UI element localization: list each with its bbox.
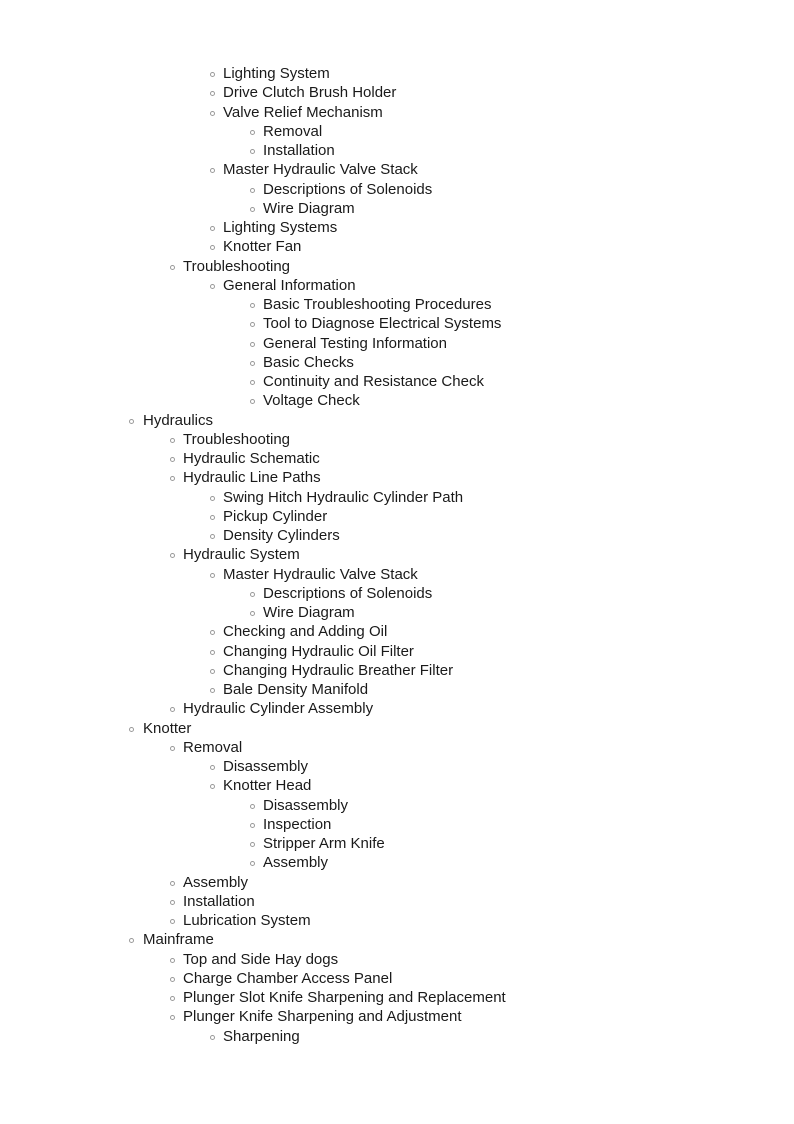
bullet-icon: [250, 380, 255, 385]
bullet-icon: [170, 746, 175, 751]
toc-item[interactable]: [0, 180, 794, 199]
bullet-icon: [170, 919, 175, 924]
toc-item[interactable]: [0, 1007, 794, 1026]
toc-item-label: Drive Clutch Brush Holder: [223, 84, 397, 102]
toc-item-label: Hydraulic System: [183, 546, 300, 564]
toc-item[interactable]: [0, 237, 794, 256]
toc-item[interactable]: [0, 199, 794, 218]
toc-item[interactable]: [0, 141, 794, 160]
toc-item-label: Valve Relief Mechanism: [223, 103, 383, 121]
toc-item[interactable]: [0, 911, 794, 930]
toc-item[interactable]: [0, 853, 794, 872]
toc-item[interactable]: [0, 796, 794, 815]
toc-item-label: Bale Density Manifold: [223, 681, 369, 698]
toc-item-label: Disassembly: [223, 758, 309, 775]
toc-item[interactable]: [0, 622, 794, 641]
toc-item-label: Removal: [263, 122, 323, 140]
toc-item[interactable]: [0, 815, 794, 834]
toc-item[interactable]: [0, 430, 794, 449]
bullet-icon: [250, 399, 255, 404]
bullet-icon: [210, 669, 215, 674]
toc-item-label: General Information: [223, 276, 356, 294]
toc-item-label: Basic Checks: [263, 353, 354, 371]
toc-item-label: Plunger Knife Sharpening and Adjustment: [183, 1008, 462, 1026]
bullet-icon: [210, 515, 215, 520]
toc-item-label: Tool to Diagnose Electrical Systems: [263, 315, 502, 333]
bullet-icon: [129, 938, 134, 943]
toc-item[interactable]: [0, 391, 794, 410]
toc-item-label: Changing Hydraulic Breather Filter: [223, 661, 454, 679]
bullet-icon: [210, 630, 215, 635]
toc-item[interactable]: [0, 930, 794, 949]
bullet-icon: [210, 284, 215, 289]
toc-item-label: General Testing Information: [263, 334, 447, 352]
toc-item[interactable]: [0, 545, 794, 564]
toc-item[interactable]: [0, 892, 794, 911]
toc-item[interactable]: [0, 122, 794, 141]
toc-item[interactable]: [0, 488, 794, 507]
bullet-icon: [170, 958, 175, 963]
toc-item[interactable]: [0, 776, 794, 795]
bullet-icon: [170, 900, 175, 905]
toc-item-label: Disassembly: [263, 796, 349, 814]
toc-item[interactable]: [0, 295, 794, 314]
toc-item-label: Continuity and Resistance Check: [263, 373, 484, 390]
bullet-icon: [170, 476, 175, 481]
toc-item[interactable]: [0, 950, 794, 969]
toc-item[interactable]: [0, 218, 794, 237]
toc-item-label: Wire Diagram: [263, 199, 355, 217]
toc-item-label: Inspection: [263, 815, 332, 833]
bullet-icon: [210, 496, 215, 501]
bullet-icon: [210, 168, 215, 173]
toc-item-label: Descriptions of Solenoids: [263, 180, 433, 198]
bullet-icon: [250, 823, 255, 828]
toc-item[interactable]: [0, 603, 794, 622]
bullet-icon: [210, 72, 215, 77]
bullet-icon: [170, 996, 175, 1001]
toc-item-label: Checking and Adding Oil: [223, 623, 388, 641]
toc-item-label: Lubrication System: [183, 912, 311, 929]
toc-item-label: Knotter Fan: [223, 238, 302, 256]
bullet-icon: [250, 361, 255, 366]
toc-item-label: Descriptions of Solenoids: [263, 584, 433, 602]
toc-item-label: Lighting Systems: [223, 219, 338, 236]
toc-item-label: Top and Side Hay dogs: [183, 950, 339, 968]
toc-item-label: Hydraulics: [143, 411, 214, 429]
toc-item-label: Hydraulic Schematic: [183, 450, 320, 467]
bullet-icon: [250, 592, 255, 597]
toc-item[interactable]: [0, 584, 794, 603]
toc-item[interactable]: [0, 699, 794, 718]
toc-item-label: Wire Diagram: [263, 604, 355, 621]
toc-item-label: Swing Hitch Hydraulic Cylinder Path: [223, 488, 464, 506]
toc-item-label: Hydraulic Cylinder Assembly: [183, 700, 374, 718]
bullet-icon: [250, 842, 255, 847]
toc-item[interactable]: [0, 372, 794, 391]
bullet-icon: [210, 573, 215, 578]
bullet-icon: [210, 111, 215, 116]
toc-item[interactable]: [0, 507, 794, 526]
toc-item[interactable]: [0, 565, 794, 584]
toc-item-label: Pickup Cylinder: [223, 507, 328, 525]
bullet-icon: [250, 322, 255, 327]
bullet-icon: [210, 245, 215, 250]
toc-item[interactable]: [0, 103, 794, 122]
toc-item-label: Troubleshooting: [183, 430, 291, 448]
bullet-icon: [210, 650, 215, 655]
toc-item-label: Lighting System: [223, 65, 330, 82]
bullet-icon: [170, 265, 175, 270]
toc-item-label: Removal: [183, 738, 243, 756]
bullet-icon: [250, 804, 255, 809]
bullet-icon: [210, 226, 215, 231]
toc-item[interactable]: [0, 314, 794, 333]
bullet-icon: [250, 130, 255, 135]
toc-item[interactable]: [0, 988, 794, 1007]
bullet-icon: [210, 1035, 215, 1040]
toc-item-label: Troubleshooting: [183, 257, 291, 275]
toc-item-label: Installation: [183, 892, 255, 910]
bullet-icon: [250, 207, 255, 212]
toc-item-label: Knotter: [143, 719, 192, 737]
toc-item[interactable]: [0, 680, 794, 699]
bullet-icon: [170, 977, 175, 982]
bullet-icon: [250, 188, 255, 193]
toc-item-label: Density Cylinders: [223, 527, 340, 544]
toc-item[interactable]: [0, 526, 794, 545]
toc-item[interactable]: [0, 738, 794, 757]
toc-item-label: Knotter Head: [223, 777, 312, 795]
toc-item[interactable]: [0, 353, 794, 372]
toc-item-label: Master Hydraulic Valve Stack: [223, 565, 418, 583]
toc-item-label: Sharpening: [223, 1027, 300, 1045]
bullet-icon: [250, 861, 255, 866]
bullet-icon: [250, 611, 255, 616]
toc-item-label: Assembly: [183, 873, 249, 891]
toc-item[interactable]: [0, 411, 794, 430]
toc-item-label: Basic Troubleshooting Procedures: [263, 296, 492, 313]
toc-item-label: Mainframe: [143, 931, 214, 949]
toc-item-label: Assembly: [263, 854, 329, 872]
toc-item[interactable]: [0, 276, 794, 295]
bullet-icon: [210, 91, 215, 96]
toc-item-label: Voltage Check: [263, 392, 360, 410]
toc-item-label: Master Hydraulic Valve Stack: [223, 161, 418, 179]
bullet-icon: [129, 419, 134, 424]
bullet-icon: [210, 534, 215, 539]
bullet-icon: [129, 727, 134, 732]
toc-item-label: Stripper Arm Knife: [263, 835, 385, 852]
toc-item[interactable]: [0, 1027, 794, 1046]
toc-item-label: Changing Hydraulic Oil Filter: [223, 642, 414, 660]
toc-item-label: Charge Chamber Access Panel: [183, 969, 393, 987]
toc-item[interactable]: [0, 449, 794, 468]
bullet-icon: [170, 881, 175, 886]
bullet-icon: [250, 342, 255, 347]
toc-item[interactable]: [0, 83, 794, 102]
toc-item[interactable]: [0, 160, 794, 179]
table-of-contents: [0, 64, 794, 1046]
toc-item[interactable]: [0, 969, 794, 988]
bullet-icon: [170, 553, 175, 558]
bullet-icon: [210, 784, 215, 789]
toc-item[interactable]: [0, 834, 794, 853]
toc-item[interactable]: [0, 334, 794, 353]
bullet-icon: [250, 149, 255, 154]
bullet-icon: [250, 303, 255, 308]
toc-item[interactable]: [0, 642, 794, 661]
bullet-icon: [210, 765, 215, 770]
toc-item[interactable]: [0, 257, 794, 276]
toc-item[interactable]: [0, 661, 794, 680]
bullet-icon: [170, 457, 175, 462]
toc-item-label: Installation: [263, 142, 335, 159]
bullet-icon: [210, 688, 215, 693]
toc-item[interactable]: [0, 64, 794, 83]
toc-item-label: Hydraulic Line Paths: [183, 469, 321, 487]
bullet-icon: [170, 707, 175, 712]
bullet-icon: [170, 438, 175, 443]
toc-item[interactable]: [0, 873, 794, 892]
toc-item-label: Plunger Slot Knife Sharpening and Replacement: [183, 989, 506, 1006]
toc-item[interactable]: [0, 468, 794, 487]
bullet-icon: [170, 1015, 175, 1020]
toc-item[interactable]: [0, 719, 794, 738]
toc-item[interactable]: [0, 757, 794, 776]
